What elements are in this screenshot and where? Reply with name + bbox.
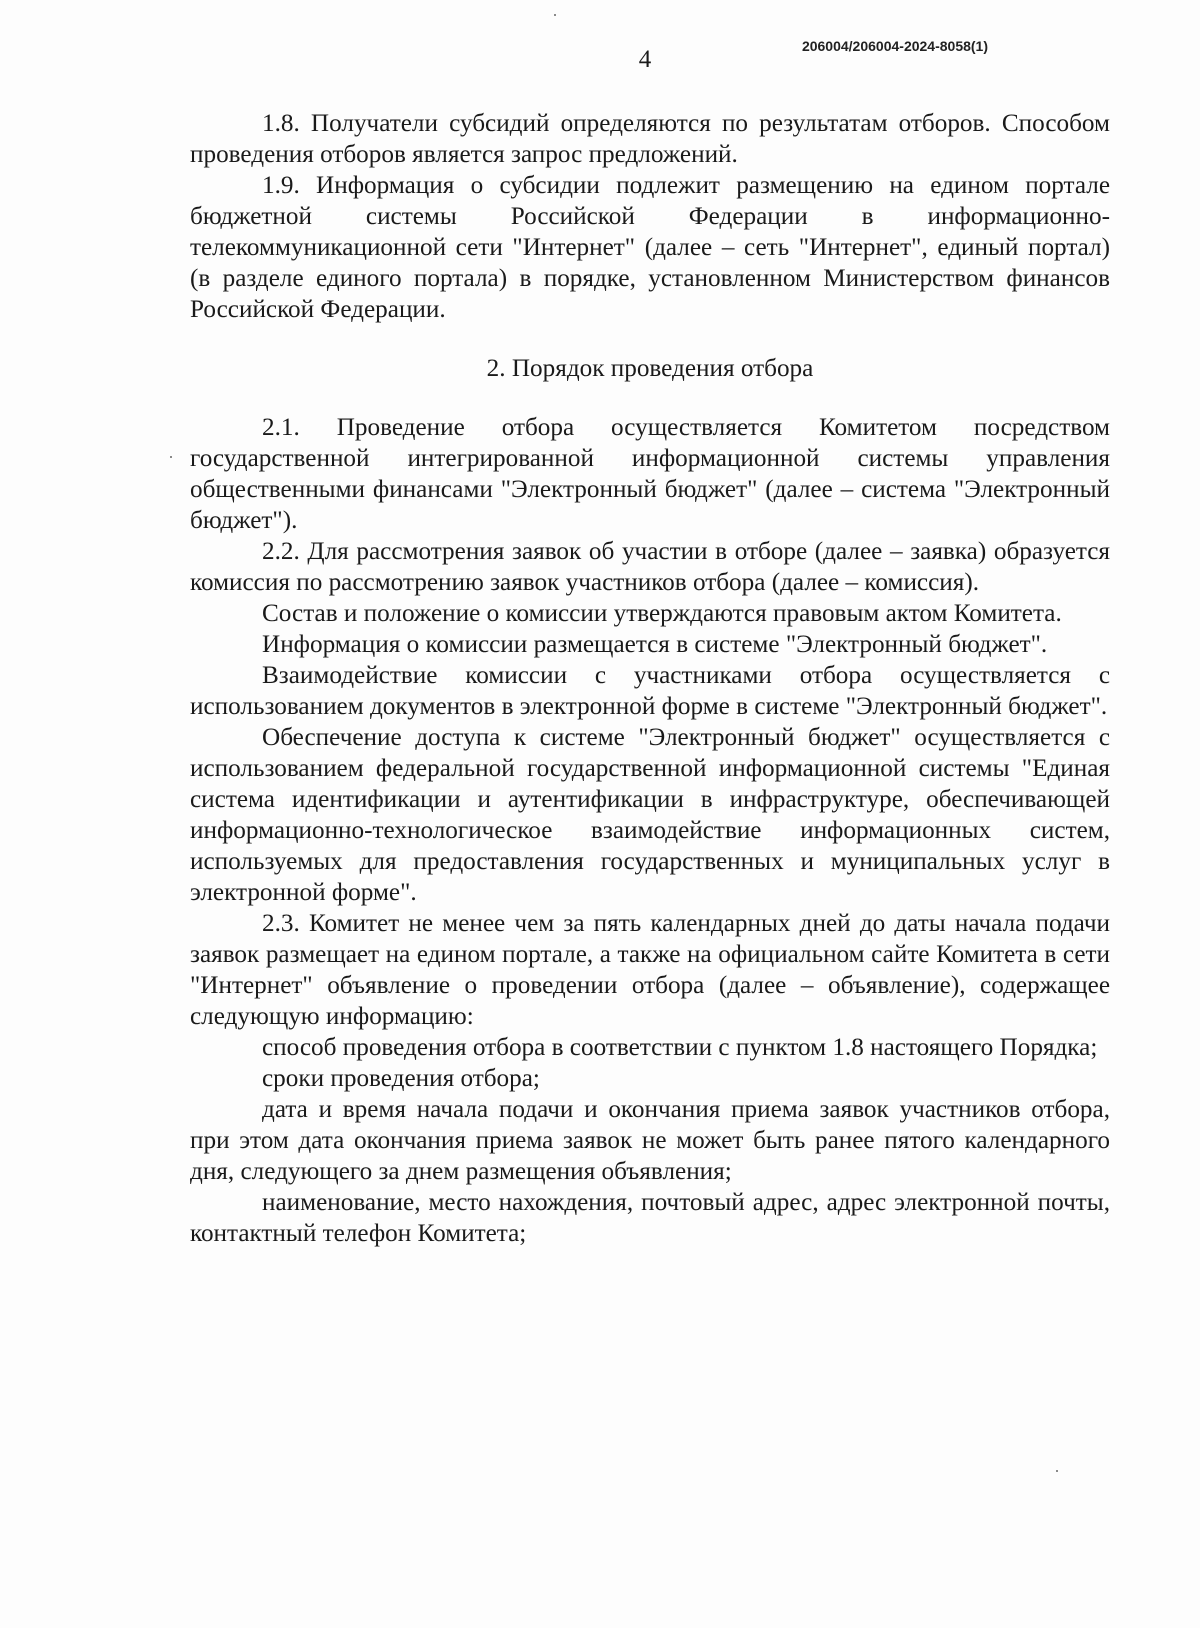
paragraph-2-3: 2.3. Комитет не менее чем за пять календарных дней до даты начала подачи заявок размещает на едином портале, а также на официальном сайте Комитета в сети "Интернет" объявление о проведении отбора (далее – объявление), содержащее следующую информацию: <box>190 910 1110 1030</box>
list-item-committee-contacts: наименование, место нахождения, почтовый адрес, адрес электронной почты, контактный телефон Комитета; <box>190 1189 1110 1247</box>
section-heading: 2. Порядок проведения отбора <box>486 355 814 382</box>
document-body <box>190 108 1110 1249</box>
paragraph-2-2: 2.2. Для рассмотрения заявок об участии в отборе (далее – заявка) образуется комиссия по рассмотрению заявок участников отбора (далее – комиссия). <box>190 538 1110 596</box>
paragraph-1-9: 1.9. Информация о субсидии подлежит размещению на едином портале бюджетной системы Российской Федерации в информационно-телекоммуникационной сети "Интернет" (далее – сеть "Интернет", единый портал) (в разделе единого портала) в порядке, установленном Министерством финансов Российской Федерации. <box>190 172 1110 323</box>
paragraph-system-access: Обеспечение доступа к системе "Электронный бюджет" осуществляется с использованием федеральной государственной информационной системы "Единая система идентификации и аутентификации в инфраструктуре, обеспечивающей информационно-технологическое взаимодействие информационных систем, используемых для предоставления государственных и муниципальных услуг в электронной форме". <box>190 724 1110 906</box>
paragraph-commission-composition: Состав и положение о комиссии утверждаются правовым актом Комитета. <box>262 600 1062 627</box>
page-number: 4 <box>638 46 652 73</box>
document-code: 206004/206004-2024-8058(1) <box>801 38 988 54</box>
paragraph-commission-info: Информация о комиссии размещается в системе "Электронный бюджет". <box>262 631 1048 658</box>
scan-speck <box>1056 1470 1058 1472</box>
scan-speck <box>170 456 172 458</box>
paragraph-commission-interaction: Взаимодействие комиссии с участниками отбора осуществляется с использованием документов в электронной форме в системе "Электронный бюджет". <box>190 662 1110 720</box>
list-item-selection-method: способ проведения отбора в соответствии с пунктом 1.8 настоящего Порядка; <box>262 1034 1098 1061</box>
list-item-selection-terms: сроки проведения отбора; <box>262 1065 540 1092</box>
scan-speck <box>554 14 556 16</box>
paragraph-2-1: 2.1. Проведение отбора осуществляется Комитетом посредством государственной интегрированной информационной системы управления общественными финансами "Электронный бюджет" (далее – система "Электронный бюджет"). <box>190 414 1110 534</box>
list-item-application-dates: дата и время начала подачи и окончания приема заявок участников отбора, при этом дата окончания приема заявок не может быть ранее пятого календарного дня, следующего за днем размещения объявления; <box>190 1096 1110 1185</box>
paragraph-1-8: 1.8. Получатели субсидий определяются по результатам отборов. Способом проведения отборов является запрос предложений. <box>190 110 1110 168</box>
